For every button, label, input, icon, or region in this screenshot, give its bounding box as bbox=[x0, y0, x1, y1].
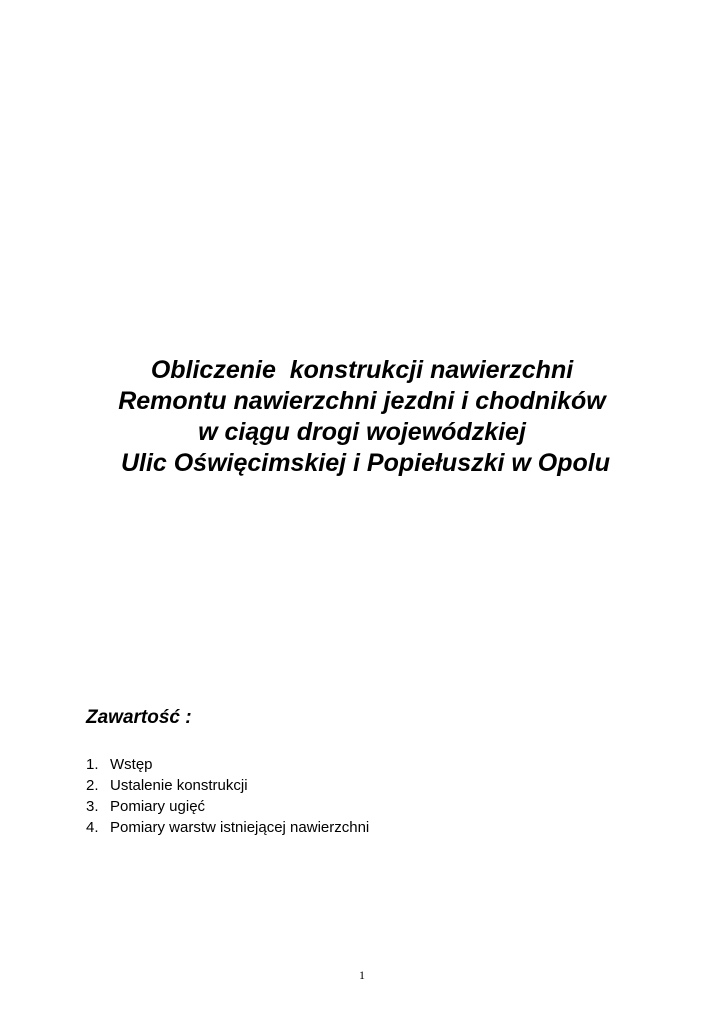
contents-item-number: 1. bbox=[86, 756, 99, 773]
title-line-3: w ciągu drogi wojewódzkiej bbox=[198, 418, 526, 446]
contents-item-4 bbox=[86, 817, 369, 838]
page-number: 1 bbox=[359, 968, 365, 982]
title-line-2: Remontu nawierzchni jezdni i chodników bbox=[118, 387, 606, 415]
contents-item-number: 4. bbox=[86, 819, 99, 836]
contents-heading: Zawartość : bbox=[86, 707, 192, 728]
contents-item-label: Pomiary warstw istniejącej nawierzchni bbox=[110, 819, 370, 836]
contents-item-label: Wstęp bbox=[110, 756, 153, 773]
contents-item-number: 2. bbox=[86, 777, 99, 794]
contents-item-label: Pomiary ugięć bbox=[110, 798, 206, 815]
contents-item-2 bbox=[86, 775, 369, 796]
contents-item-1 bbox=[86, 754, 369, 775]
contents-list bbox=[86, 754, 369, 838]
document-title bbox=[0, 355, 724, 479]
contents-item-number: 3. bbox=[86, 798, 99, 815]
contents-item-label: Ustalenie konstrukcji bbox=[110, 777, 248, 794]
title-line-4: Ulic Oświęcimskiej i Popiełuszki w Opolu bbox=[114, 449, 610, 477]
contents-item-3 bbox=[86, 796, 369, 817]
title-line-1: Obliczenie konstrukcji nawierzchni bbox=[150, 356, 574, 384]
